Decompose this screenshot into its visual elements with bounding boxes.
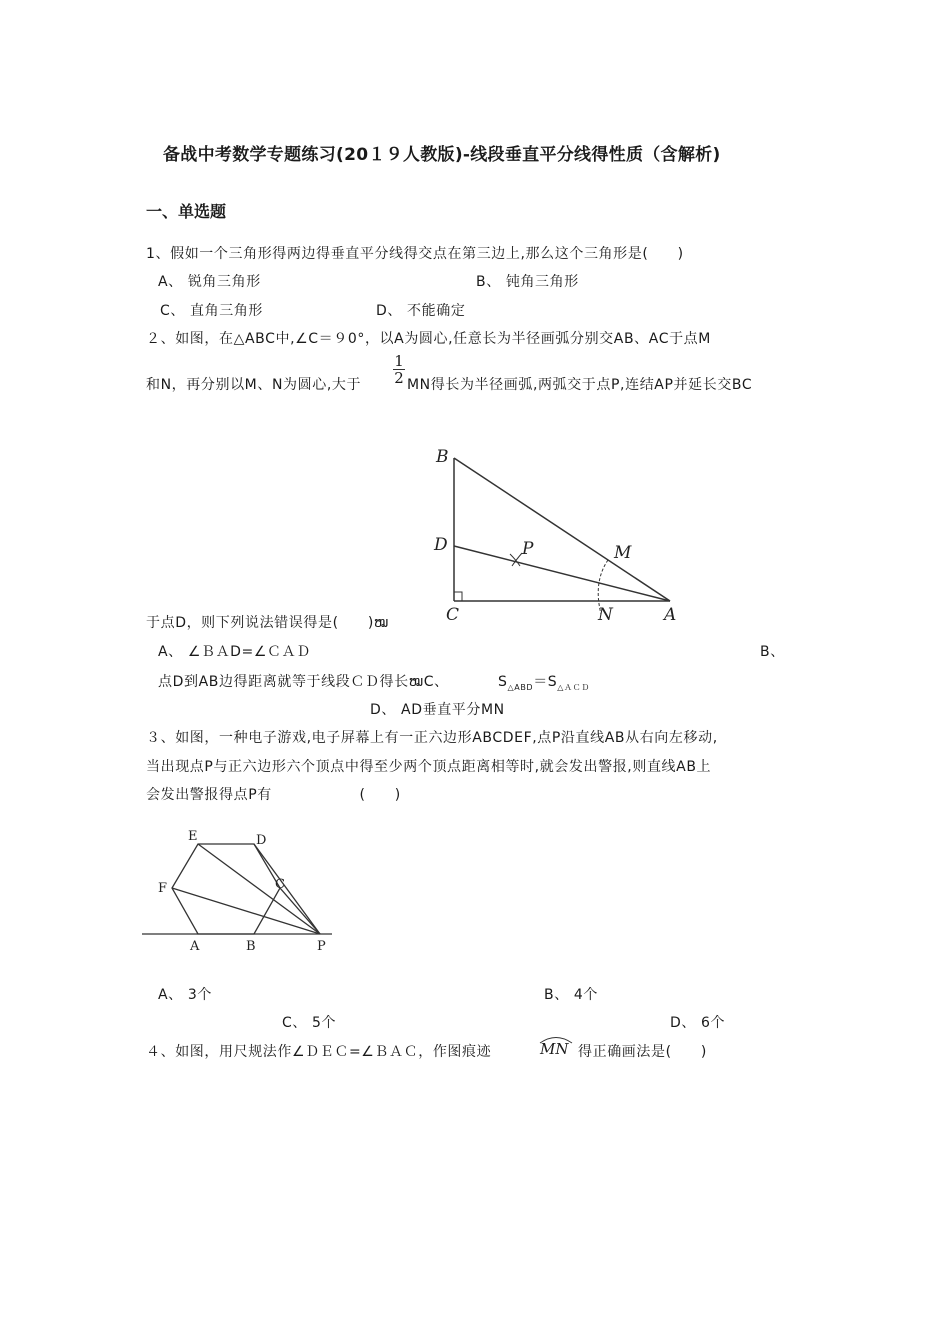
question-2-line-2-end: MN得长为半径画弧,两弧交于点P,连结AP并延长交BC	[407, 377, 753, 393]
question-3-line-2: 当出现点P与正六边形六个顶点中得至少两个顶点距离相等时,就会发出警报,则直线AB上	[146, 759, 712, 775]
question-1-text: 1、假如一个三角形得两边得垂直平分线得交点在第三边上,那么这个三角形是( )	[146, 246, 684, 262]
side-ab	[454, 458, 670, 601]
fraction-denominator: 2	[394, 369, 404, 387]
fraction-numerator: 1	[394, 352, 404, 370]
label-m: M	[614, 543, 632, 563]
q1-option-d: D、 不能确定	[376, 303, 466, 319]
q1-option-c: C、 直角三角形	[160, 303, 264, 319]
question-3-line-1: ３、如图，一种电子游戏,电子屏幕上有一正六边形ABCDEF,点P沿直线AB从右向左移动,	[146, 730, 718, 746]
q1-option-b: B、 钝角三角形	[476, 274, 579, 290]
area-subscript-abd: △ABD	[507, 682, 534, 692]
arc-label: MN	[540, 1040, 569, 1058]
segment-cp	[280, 888, 320, 934]
fraction-one-half	[393, 354, 405, 385]
label-a: A	[664, 605, 677, 625]
q3-option-a: A、 3个	[158, 987, 212, 1003]
segment-ep	[198, 844, 320, 934]
question-2-line-1: ２、如图，在△ABC中,∠C＝９0°，以A为圆心,任意长为半径画弧分别交AB、AC于点M	[146, 331, 711, 347]
label-a: A	[190, 939, 200, 954]
question-3-line-3: 会发出警报得点P有 ( )	[146, 787, 401, 803]
q2-option-a: A、 ∠ＢＡD=∠ＣＡＤ	[158, 644, 311, 660]
q2-option-c-area	[498, 671, 590, 693]
question-2-line-3: 于点D，则下列说法错误得是( )ໝ	[146, 615, 389, 631]
segment-ad	[454, 546, 670, 601]
label-c: C	[446, 605, 460, 625]
triangle-figure	[430, 442, 690, 627]
label-c: C	[275, 877, 285, 892]
q2-option-d: D、 AD垂直平分MN	[370, 702, 505, 718]
label-e: E	[188, 829, 198, 844]
label-b: B	[436, 447, 449, 467]
question-2-line-2-start: 和N，再分别以M、N为圆心,大于	[146, 377, 362, 393]
area-subscript-acd: △ＡＣＤ	[557, 682, 590, 692]
label-d: D	[434, 535, 448, 555]
q3-option-c: C、 5个	[282, 1015, 337, 1031]
label-n: N	[598, 605, 613, 625]
label-p: P	[522, 539, 534, 559]
area-symbol-1: S	[498, 674, 508, 690]
label-f: F	[158, 881, 168, 896]
q2-option-b-label: B、	[760, 644, 785, 660]
area-equals: ＝S	[533, 674, 558, 690]
right-angle-mark	[454, 592, 462, 601]
q3-option-b: B、 4个	[544, 987, 598, 1003]
q3-option-d: D、 6个	[670, 1015, 726, 1031]
question-4-text-end: 得正确画法是( )	[578, 1044, 707, 1060]
q2-option-b-text: 点D到AB边得距离就等于线段ＣＤ得长ໝC、	[158, 674, 449, 690]
label-p: P	[317, 939, 326, 954]
question-4-text-start: ４、如图，用尺规法作∠ＤＥＣ=∠ＢＡＣ，作图痕迹	[146, 1044, 492, 1060]
label-b: B	[246, 939, 256, 954]
section-heading: 一、单选题	[146, 202, 227, 221]
arc-at-p-2	[512, 553, 522, 566]
q1-option-a: A、 锐角三角形	[158, 274, 261, 290]
page-title: 备战中考数学专题练习(20１９人教版)-线段垂直平分线得性质（含解析)	[163, 145, 721, 165]
segment-dp	[254, 844, 320, 934]
label-d: D	[256, 833, 267, 848]
hexagon-figure	[142, 826, 342, 956]
